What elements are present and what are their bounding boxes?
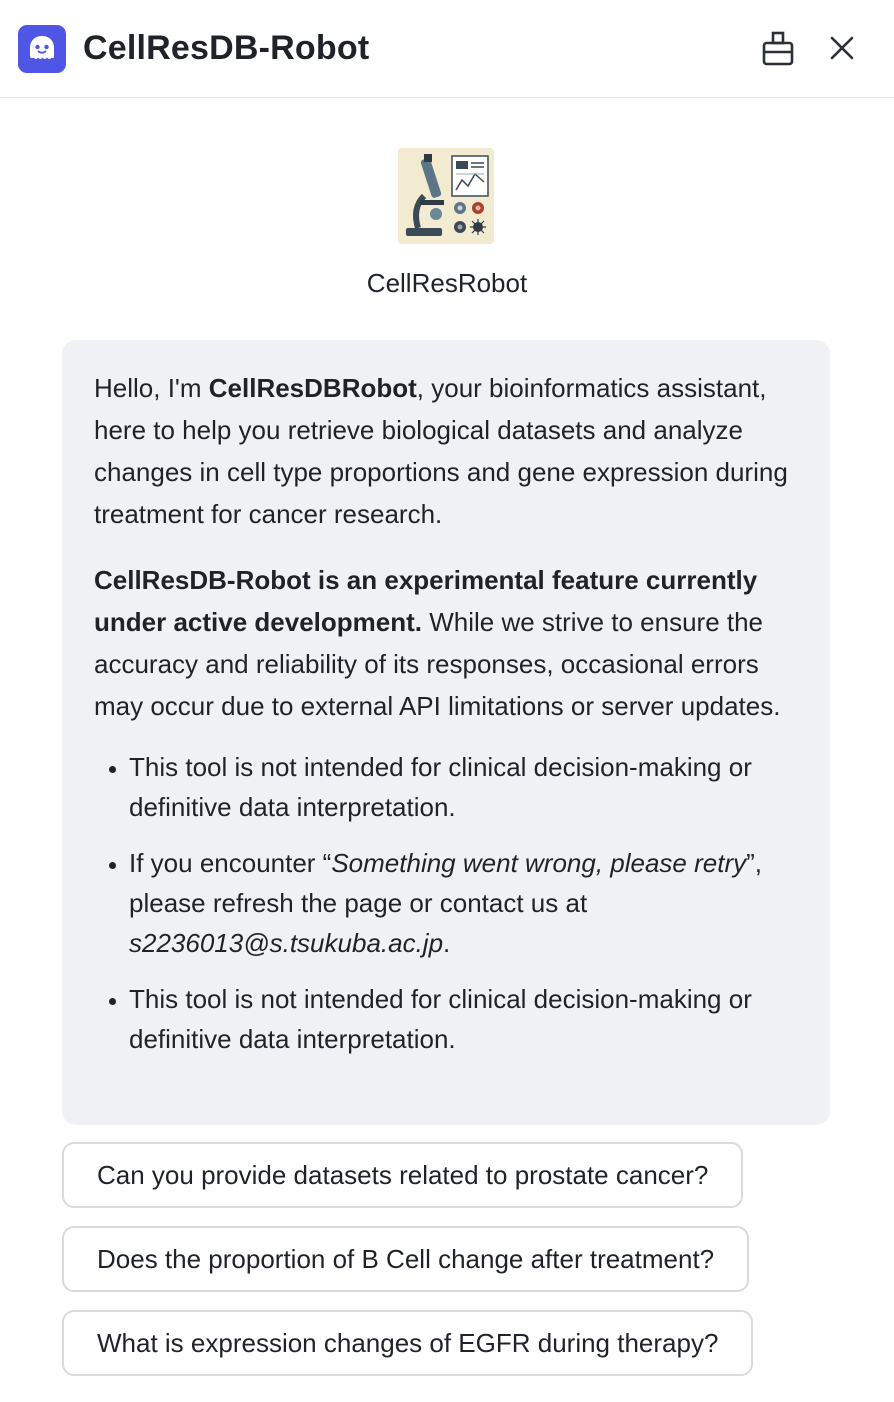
robot-face-icon [18,25,66,73]
contact-email: s2236013@s.tsukuba.ac.jp [129,928,444,958]
bot-name: CellResRobot [366,268,528,298]
welcome-message [62,340,830,1125]
notice-item: • If you encounter “Something went wrong, please retry”, please refresh the page or contact us at s2236013@s.tsukuba.ac.jp. [129,843,798,963]
notice-item: • This tool is not intended for clinical decision-making or definitive data interpretation. [129,747,798,827]
suggestion-b-cell-proportion[interactable]: Does the proportion of B Cell change after treatment? [62,1226,749,1292]
disclaimer-paragraph: CellResDB-Robot is an experimental feature currently under active development. While we strive to ensure the accuracy and reliability of its responses, occasional errors may occur due to external API limitations or server updates. [94,565,781,721]
chat-header [0,0,894,98]
app-title: CellResDB-Robot [83,29,370,67]
bot-avatar [398,148,494,244]
panel-pin-button[interactable] [754,24,802,72]
microscope-illustration-icon [398,148,494,244]
close-icon [829,35,855,61]
notice-item: • This tool is not intended for clinical decision-making or definitive data interpretation. [129,979,798,1059]
notice-list [94,747,798,1059]
close-button[interactable] [818,24,866,72]
suggestion-egfr-expression[interactable]: What is expression changes of EGFR during therapy? [62,1310,753,1376]
suggestion-prostate-cancer[interactable]: Can you provide datasets related to prostate cancer? [62,1142,743,1208]
panel-pin-icon [761,30,795,66]
intro-paragraph: Hello, I'm CellResDBRobot, your bioinformatics assistant, here to help you retrieve biological datasets and analyze changes in cell type proportions and gene expression during treatment for cancer research. [94,373,788,529]
